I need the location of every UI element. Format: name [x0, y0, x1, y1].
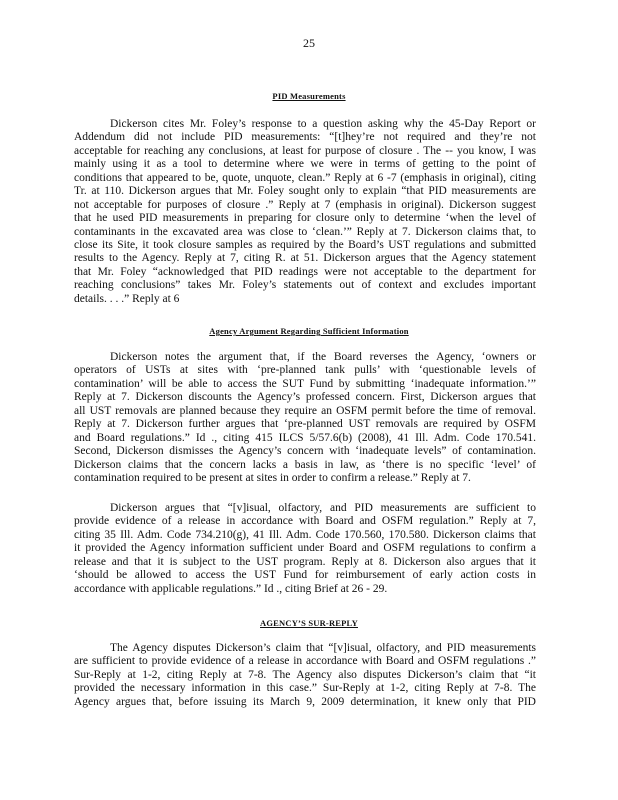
- text-line: provided the necessary information in this case.” Sur-Reply at 1-2, citing Reply at 7-8. The: [74, 682, 536, 695]
- text-line: and Board regulations.” Id ., citing 415 ILCS 5/57.6(b) (2008), 41 Ill. Adm. Code 170.541.: [74, 431, 536, 444]
- text-line: results to the Agency. Reply at 7, citing R. at 51. Dickerson argues that the Agency statement: [74, 252, 536, 265]
- text-line: The Agency disputes Dickerson’s claim that “[v]isual, olfactory, and PID measurements: [110, 642, 536, 654]
- text-line: ‘should be allowed to access the UST Fund for reimbursement of early action costs in: [74, 569, 536, 582]
- text-line: that he used PID measurements in preparing for closure only to determine ‘when the level of: [74, 212, 536, 225]
- text-line: contamination required to be present at sites in order to confirm a release.” Reply at 7.: [74, 471, 471, 484]
- paragraph-agency-argument-1: [74, 351, 536, 485]
- heading-pid-measurements: PID Measurements: [272, 91, 346, 101]
- heading-agency-argument: Agency Argument Regarding Sufficient Information: [209, 326, 409, 336]
- text-line: details. . . .” Reply at 6: [74, 292, 180, 305]
- text-line: contamination’ will be able to access the SUT Fund by submitting ‘inadequate information.’”: [74, 377, 536, 390]
- text-line: conditions that appeared to be, quote, unquote, clean.” Reply at 6 -7 (emphasis in original), citing: [74, 171, 536, 184]
- text-line: Addendum did not include PID measurements: “[t]hey’re not required and they’re not: [74, 131, 536, 144]
- text-line: reaching conclusions” takes Mr. Foley’s statements out of context and excludes important: [74, 279, 536, 292]
- paragraph-agency-argument-2: [74, 502, 536, 596]
- text-line: release and that it is subject to the UST program. Reply at 8. Dickerson also argues that it: [74, 555, 536, 568]
- text-line: all UST removals are planned because they require an OSFM permit before the time of removal.: [74, 404, 536, 417]
- page-number: 25: [303, 36, 315, 50]
- text-line: acceptable for reaching any conclusions, at least for purpose of closure . The -- you know, I was: [74, 144, 536, 157]
- text-line: Sur-Reply at 1-2, citing Reply at 7-8. The Agency also disputes Dickerson’s claim that “it: [74, 668, 536, 681]
- text-line: Agency argues that, before issuing its March 9, 2009 determination, it knew only that PID: [74, 695, 536, 708]
- text-line: Dickerson claims that the concern lacks a basis in law, as ‘there is no specific ‘level’ of: [74, 458, 536, 471]
- text-line: citing 35 Ill. Adm. Code 734.210(g), 41 Ill. Adm. Code 170.560, 170.580. Dickerson claims that: [74, 528, 536, 541]
- text-line: contaminants in the excavated area was close to ‘clean.’” Reply at 7. Dickerson claims that, to: [74, 225, 536, 238]
- text-line: that Mr. Foley “acknowledged that PID readings were not acceptable to the department for: [74, 265, 536, 278]
- heading-agency-sur-reply: AGENCY’S SUR-REPLY: [260, 618, 358, 628]
- text-line: Second, Dickerson dismisses the Agency’s concern with ‘inadequate levels” of contamination.: [74, 445, 536, 458]
- text-line: Dickerson notes the argument that, if the Board reverses the Agency, ‘owners or: [110, 351, 536, 363]
- text-line: are sufficient to provide evidence of a release in accordance with Board and OSFM regulations .”: [74, 655, 536, 668]
- text-line: accordance with applicable regulations.” Id ., citing Brief at 26 - 29.: [74, 582, 388, 595]
- text-line: Tr. at 110. Dickerson argues that Mr. Foley sought only to explain “that PID measurements are: [74, 185, 536, 198]
- text-line: mainly using it as a tool to determine where we were in terms of getting to the point of: [74, 158, 536, 171]
- text-line: not acceptable for purposes of closure .” Reply at 7 (emphasis in original). Dickerson suggest: [74, 198, 536, 211]
- text-line: Reply at 7. Dickerson further argues that ‘pre-planned UST removals are required by OSFM: [74, 418, 536, 431]
- text-line: operators of USTs at sites with ‘pre-planned tank pulls’ with ‘questionable levels of: [74, 364, 536, 377]
- text-line: it provided the Agency information sufficient under Board and OSFM regulations to confirm a: [74, 542, 536, 555]
- text-line: Dickerson cites Mr. Foley’s response to a question asking why the 45-Day Report or: [110, 118, 536, 130]
- text-line: Reply at 7. Dickerson discounts the Agency’s professed concern. First, Dickerson argues that: [74, 391, 536, 404]
- text-line: provide evidence of a release in accordance with Board and OSFM regulation.” Reply at 7,: [74, 515, 536, 528]
- text-line: close its Site, it took closure samples as required by the Board’s UST regulations and submitted: [74, 238, 536, 251]
- paragraph-pid: [74, 118, 536, 306]
- text-line: Dickerson argues that “[v]isual, olfactory, and PID measurements are sufficient to: [110, 502, 536, 514]
- paragraph-sur-reply: [74, 642, 536, 709]
